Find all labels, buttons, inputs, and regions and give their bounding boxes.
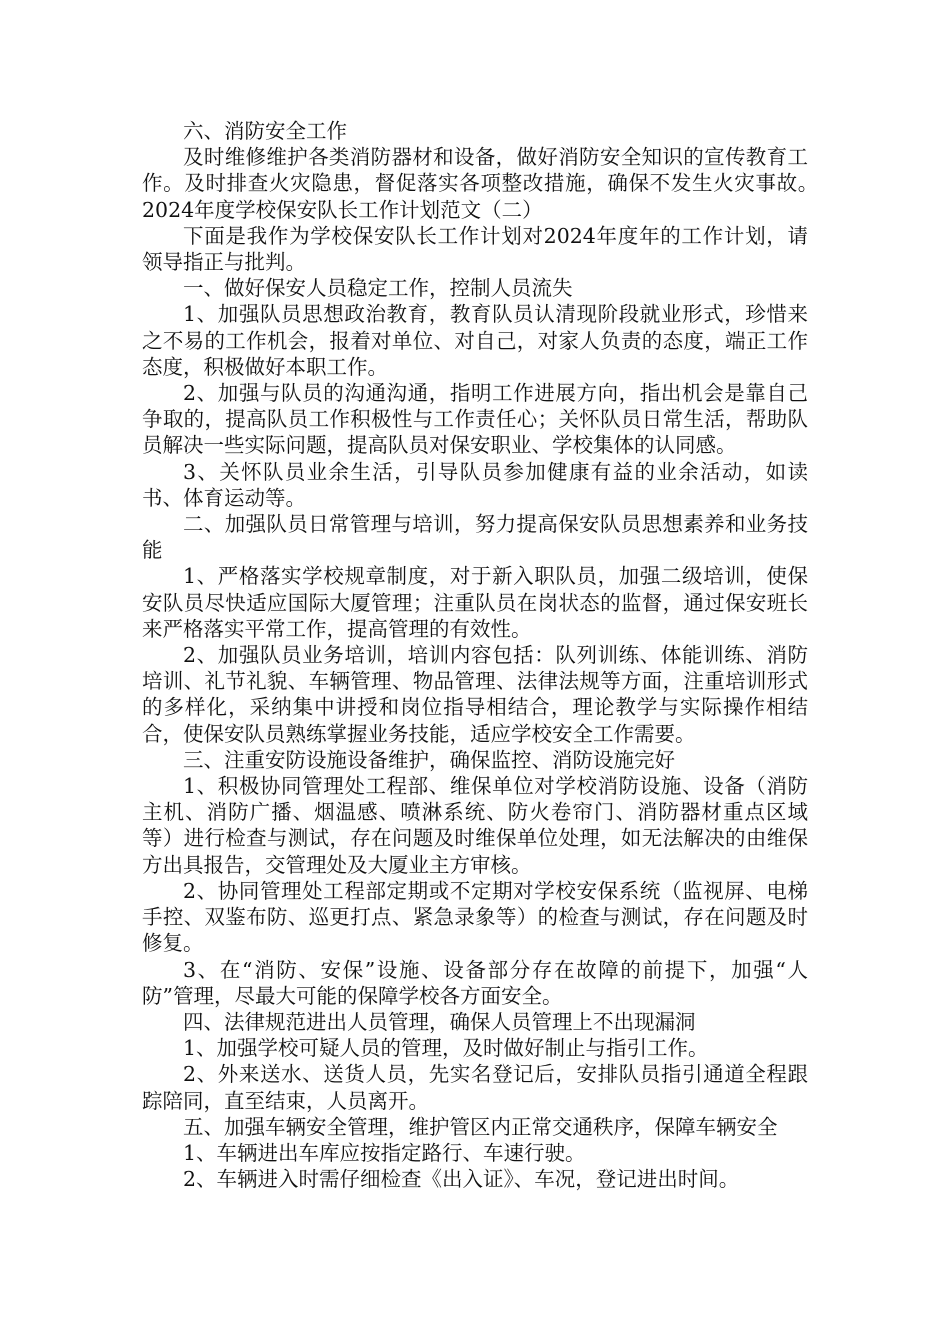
- paragraph: 下面是我作为学校保安队长工作计划对2024年度年的工作计划，请领导指正与批判。: [142, 223, 808, 275]
- section-heading: 三、注重安防设施设备维护，确保监控、消防设施完好: [183, 747, 675, 772]
- paragraph: 1、加强队员思想政治教育，教育队员认清现阶段就业形式，珍惜来之不易的工作机会，报着对单位、对自己，对家人负责的态度，端正工作态度，积极做好本职工作。: [142, 302, 808, 379]
- paragraph: 及时维修维护各类消防器材和设备，做好消防安全知识的宣传教育工作。及时排查火灾隐患，督促落实各项整改措施，确保不发生火灾事故。 2024年度学校保安队长工作计划范文（二）: [142, 145, 849, 222]
- section-heading: 五、加强车辆安全管理，维护管区内正常交通秩序，保障车辆安全: [183, 1114, 778, 1139]
- section-heading-fire-safety: 六、消防安全工作: [183, 119, 347, 143]
- paragraph: 1、积极协同管理处工程部、维保单位对学校消防设施、设备（消防主机、消防广播、烟温感、喷淋系统、防火卷帘门、消防器材重点区域等）进行检查与测试，存在问题及时维保单位处理，如无法解决的由维保方出具报告，交管理处及大厦业主方审核。: [142, 774, 808, 877]
- paragraph: 2、加强队员业务培训，培训内容包括：队列训练、体能训练、消防培训、礼节礼貌、车辆管理、物品管理、法律法规等方面，注重培训形式的多样化，采纳集中讲授和岗位指导相结合，理论教学与实际操作相结合，使保安队员熟练掌握业务技能，适应学校安全工作需要。: [142, 643, 808, 746]
- section-heading: 二、加强队员日常管理与培训，努力提高保安队员思想素养和业务技能: [142, 512, 808, 563]
- paragraph: 1、车辆进出车库应按指定路行、车速行驶。: [183, 1140, 586, 1165]
- paragraph: 3、关怀队员业余生活，引导队员参加健康有益的业余活动，如读书、体育运动等。: [142, 459, 808, 510]
- document-body: [142, 118, 849, 1192]
- section-heading: 四、法律规范进出人员管理，确保人员管理上不出现漏洞: [183, 1009, 696, 1034]
- paragraph: 2、加强与队员的沟通沟通，指明工作进展方向，指出机会是靠自己争取的，提高队员工作积极性与工作责任心；关怀队员日常生活，帮助队员解决一些实际问题，提高队员对保安职业、学校集体的认同感。: [142, 381, 808, 458]
- paragraph: 2、协同管理处工程部定期或不定期对学校安保系统（监视屏、电梯手控、双鉴布防、巡更打点、紧急录象等）的检查与测试，存在问题及时修复。: [142, 878, 808, 956]
- section-heading: 一、做好保安人员稳定工作，控制人员流失: [183, 276, 573, 301]
- paragraph: 1、加强学校可疑人员的管理，及时做好制止与指引工作。: [183, 1036, 709, 1061]
- paragraph: 2、外来送水、送货人员，先实名登记后，安排队员指引通道全程跟踪陪同，直至结束，人员离开。: [142, 1062, 808, 1113]
- paragraph: 3、在“消防、安保”设施、设备部分存在故障的前提下，加强“人防”管理，尽最大可能的保障学校各方面安全。: [142, 957, 808, 1008]
- paragraph: 1、严格落实学校规章制度，对于新入职队员，加强二级培训，使保安队员尽快适应国际大厦管理；注重队员在岗状态的监督，通过保安班长来严格落实平常工作，提高管理的有效性。: [142, 564, 808, 641]
- paragraph: 2、车辆进入时需仔细检查《出入证》、车况，登记进出时间。: [183, 1167, 740, 1192]
